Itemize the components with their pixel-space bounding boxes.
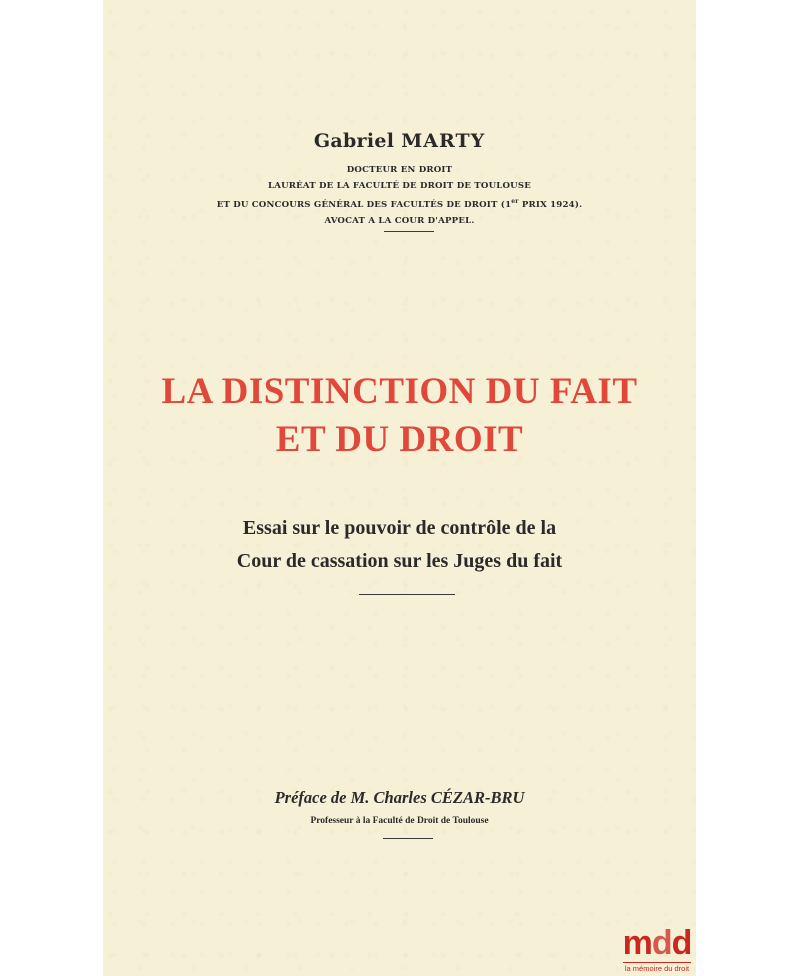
author-last-name: MARTY xyxy=(401,130,486,152)
book-cover xyxy=(103,0,696,976)
title-line: LA DISTINCTION DU FAIT xyxy=(161,371,638,412)
logo-underline xyxy=(623,962,691,963)
title-line: ET DU DROIT xyxy=(275,419,524,460)
divider-rule xyxy=(384,231,434,232)
author-first-name: Gabriel xyxy=(313,130,395,152)
author-credentials xyxy=(103,162,696,229)
preface-author-role: Professeur à la Faculté de Droit de Toulouse xyxy=(310,816,489,826)
book-subtitle xyxy=(103,512,696,578)
author-name xyxy=(103,130,696,152)
credential-line: DOCTEUR EN DROIT xyxy=(346,165,453,175)
subtitle-line: Essai sur le pouvoir de contrôle de la xyxy=(242,517,557,539)
book-title xyxy=(103,368,696,464)
credential-line: LAURÉAT DE LA FACULTÉ DE DROIT DE TOULOUSE xyxy=(267,181,532,191)
credential-line: ET DU CONCOURS GÉNÉRAL DES FACULTÉS DE DROIT (1er PRIX 1924). xyxy=(216,198,583,210)
subtitle-line: Cour de cassation sur les Juges du fait xyxy=(236,550,563,572)
logo-caption: la mémoire du droit xyxy=(624,964,690,973)
publisher-logo xyxy=(619,926,695,974)
divider-rule xyxy=(383,838,433,839)
divider-rule xyxy=(359,594,455,595)
credential-line: AVOCAT A LA COUR D'APPEL. xyxy=(324,215,475,226)
preface-credit: Préface de M. Charles CÉZAR-BRU xyxy=(274,788,525,807)
logo-mark: mdd xyxy=(622,924,692,962)
